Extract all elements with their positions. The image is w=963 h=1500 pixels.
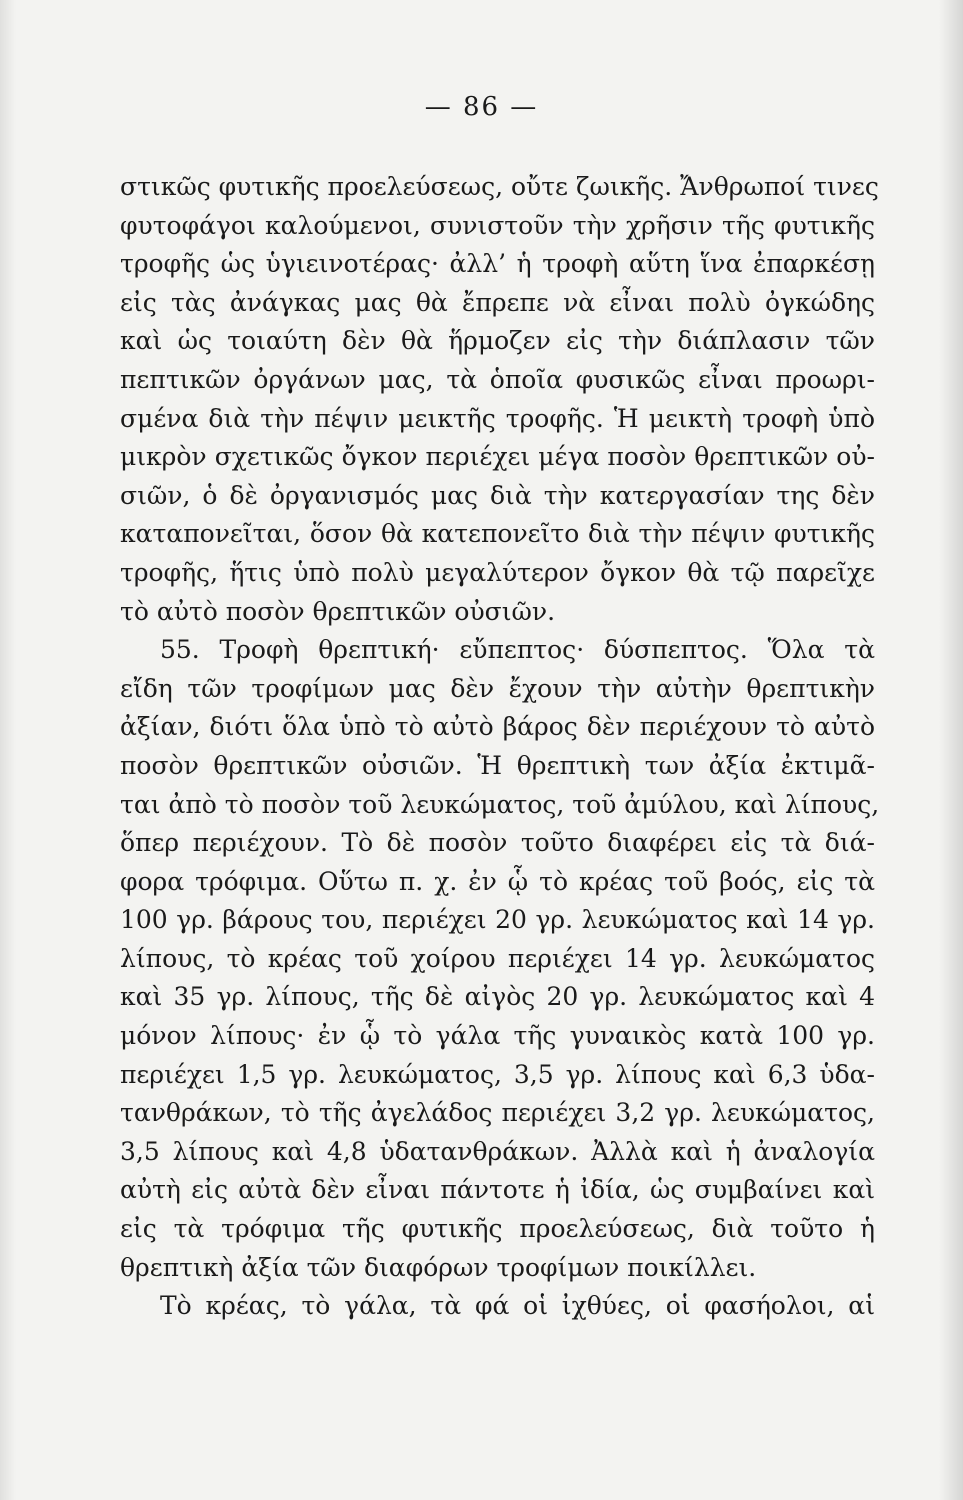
text-line: σμένα διὰ τὴν πέψιν μεικτῆς τροφῆς. Ἡ μεικτὴ τροφὴ ὑπὸ <box>120 403 875 433</box>
text-line: 3,5 λίπους καὶ 4,8 ὑδατανθράκων. Ἀλλὰ καὶ ἡ ἀναλογία <box>120 1136 875 1166</box>
text-line: εἰς τὰς ἀνάγκας μας θὰ ἔπρεπε νὰ εἶναι πολὺ ὀγκώδης <box>120 287 875 317</box>
text-line: θρεπτικὴ ἀξία τῶν διαφόρων τροφίμων ποικίλλει. <box>120 1252 757 1282</box>
text-line: καὶ 35 γρ. λίπους, τῆς δὲ αἰγὸς 20 γρ. λευκώματος καὶ 4 <box>120 982 875 1012</box>
text-line: εἴδη τῶν τροφίμων μας δὲν ἔχουν τὴν αὐτὴν θρεπτικὴν <box>120 673 875 703</box>
section-heading-line: 55. Τροφὴ θρεπτική· εὔπεπτος· δύσπεπτος. Ὅλα τὰ <box>160 635 875 665</box>
text-line: στικῶς φυτικῆς προελεύσεως, οὔτε ζωικῆς. Ἄνθρωποί τινες <box>120 172 879 201</box>
page-number: — 86 — <box>424 92 539 122</box>
text-line: μικρὸν σχετικῶς ὄγκον περιέχει μέγα ποσὸν θρεπτικῶν οὐ- <box>120 442 875 472</box>
text-line: σιῶν, ὁ δὲ ὀργανισμός μας διὰ τὴν κατεργασίαν της δὲν <box>120 480 875 510</box>
text-line: ποσὸν θρεπτικῶν οὐσιῶν. Ἡ θρεπτικὴ των ἀξία ἐκτιμᾶ- <box>120 750 875 780</box>
text-line: Τὸ κρέας, τὸ γάλα, τὰ φά οἱ ἰχθύες, οἱ φασήολοι, αἱ <box>160 1291 875 1321</box>
text-line: λίπους, τὸ κρέας τοῦ χοίρου περιέχει 14 γρ. λευκώματος <box>120 943 875 973</box>
text-line: 100 γρ. βάρους του, περιέχει 20 γρ. λευκώματος καὶ 14 γρ. <box>120 905 875 935</box>
page-edge-shadow <box>939 0 963 1500</box>
text-line: πεπτικῶν ὀργάνων μας, τὰ ὁποῖα φυσικῶς εἶναι προωρι- <box>120 364 875 394</box>
text-line: ἀξίαν, διότι ὅλα ὑπὸ τὸ αὐτὸ βάρος δὲν περιέχουν τὸ αὐτὸ <box>120 712 875 742</box>
text-line: φορα τρόφιμα. Οὕτω π. χ. ἐν ᾧ τὸ κρέας τοῦ βοός, εἰς τὰ <box>120 866 875 896</box>
text-line: περιέχει 1,5 γρ. λευκώματος, 3,5 γρ. λίπους καὶ 6,3 ὑδα- <box>120 1059 875 1089</box>
text-line: εἰς τὰ τρόφιμα τῆς φυτικῆς προελεύσεως, διὰ τοῦτο ἡ <box>120 1214 875 1244</box>
text-line: φυτοφάγοι καλούμενοι, συνιστοῦν τὴν χρῆσιν τῆς φυτικῆς <box>120 210 875 240</box>
text-line: καταπονεῖται, ὅσον θὰ κατεπονεῖτο διὰ τὴν πέψιν φυτικῆς <box>120 519 875 549</box>
text-line: τανθράκων, τὸ τῆς ἀγελάδος περιέχει 3,2 γρ. λευκώματος, <box>120 1098 875 1128</box>
text-line: τροφῆς, ἥτις ὑπὸ πολὺ μεγαλύτερον ὄγκον θὰ τῷ παρεῖχε <box>120 557 875 587</box>
page-gutter-shadow <box>0 0 16 1500</box>
text-line: τροφῆς ὡς ὑγιεινοτέρας· ἀλλ’ ἡ τροφὴ αὕτη ἵνα ἐπαρκέσῃ <box>120 249 875 279</box>
text-line: αὐτὴ εἰς αὐτὰ δὲν εἶναι πάντοτε ἡ ἰδία, ὡς συμβαίνει καὶ <box>120 1175 875 1205</box>
text-line: ται ἀπὸ τὸ ποσὸν τοῦ λευκώματος, τοῦ ἀμύλου, καὶ λίπους, <box>120 789 880 819</box>
body-text <box>120 168 880 1326</box>
text-line: ὅπερ περιέχουν. Τὸ δὲ ποσὸν τοῦτο διαφέρει εἰς τὰ διά- <box>120 828 875 858</box>
text-line: τὸ αὐτὸ ποσὸν θρεπτικῶν οὐσιῶν. <box>120 596 556 626</box>
text-line: καὶ ὡς τοιαύτη δὲν θὰ ἥρμοζεν εἰς τὴν διάπλασιν τῶν <box>120 326 875 356</box>
text-line: μόνον λίπους· ἐν ᾧ τὸ γάλα τῆς γυναικὸς κατὰ 100 γρ. <box>120 1021 875 1051</box>
